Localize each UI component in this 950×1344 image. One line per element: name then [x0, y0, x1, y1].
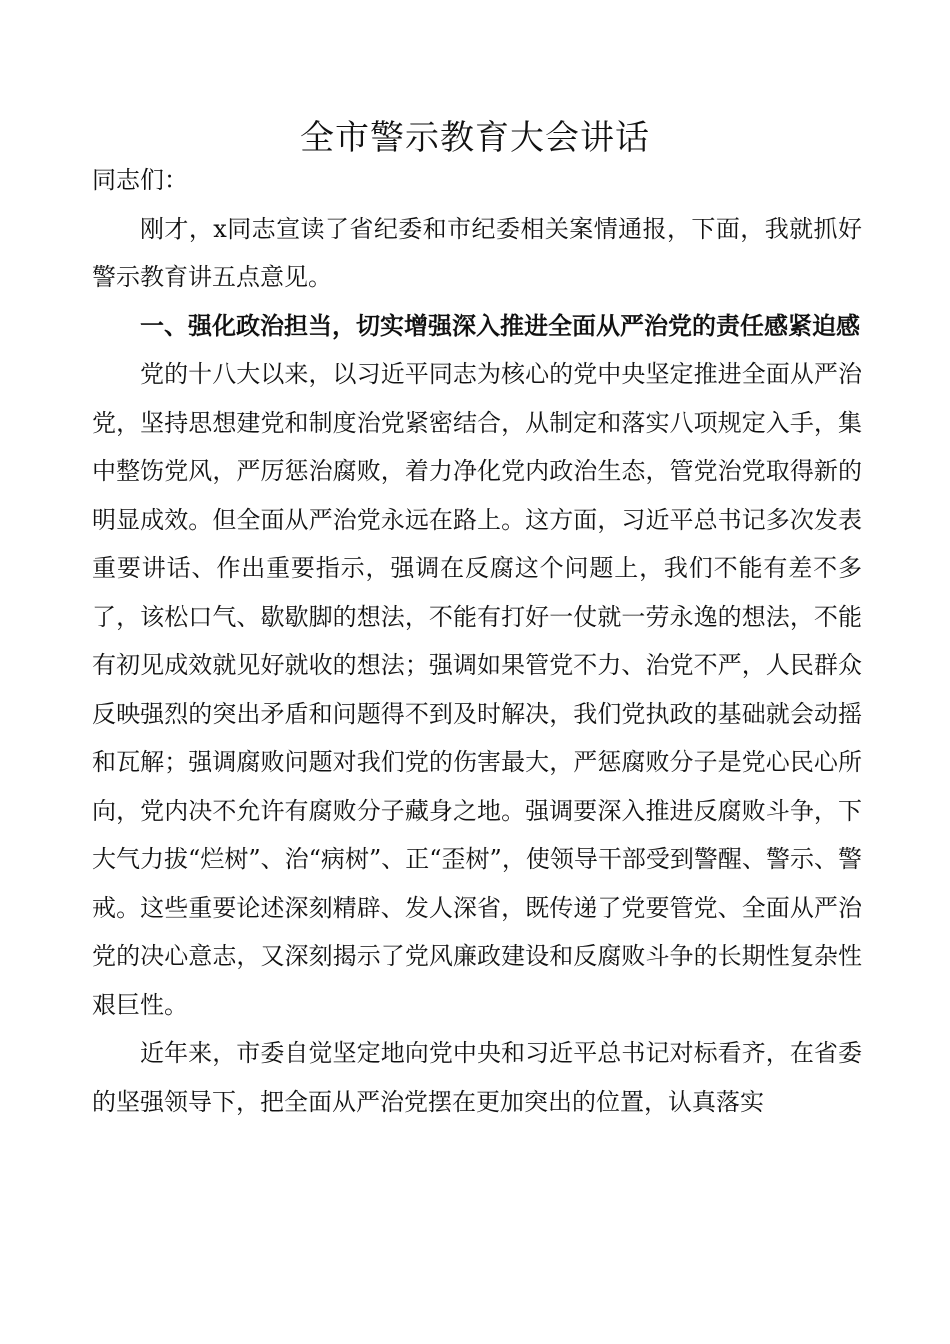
document-title: 全市警示教育大会讲话 [300, 118, 650, 158]
document-body [92, 156, 862, 1126]
section-1-paragraph-1: 党的十八大以来，以习近平同志为核心的党中央坚定推进全面从严治党，坚持思想建党和制度治党紧密结合，从制定和落实八项规定入手，集中整饬党风，严厉惩治腐败，着力净化党内政治生态，管党治党取得新的明显成效。但全面从严治党永远在路上。这方面，习近平总书记多次发表重要讲话、作出重要指示，强调在反腐这个问题上，我们不能有差不多了，该松口气、歇歇脚的想法，不能有打好一仗就一劳永逸的想法，不能有初见成效就见好就收的想法；强调如果管党不力、治党不严，人民群众反映强烈的突出矛盾和问题得不到及时解决，我们党执政的基础就会动摇和瓦解；强调腐败问题对我们党的伤害最大，严惩腐败分子是党心民心所向，党内决不允许有腐败分子藏身之地。强调要深入推进反腐败斗争，下大气力拔“烂树”、治“病树”、正“歪树”，使领导干部受到警醒、警示、警戒。这些重要论述深刻精辟、发人深省，既传递了党要管党、全面从严治党的决心意志，又深刻揭示了党风廉政建设和反腐败斗争的长期性复杂性艰巨性。 [92, 360, 862, 1019]
intro-paragraph: 刚才，x同志宣读了省纪委和市纪委相关案情通报，下面，我就抓好警示教育讲五点意见。 [92, 214, 862, 291]
salutation: 同志们： [92, 166, 188, 194]
section-heading-1: 一、强化政治担当，切实增强深入推进全面从严治党的责任感紧迫感 [140, 311, 860, 340]
section-1-paragraph-2: 近年来，市委自觉坚定地向党中央和习近平总书记对标看齐，在省委的坚强领导下，把全面从严治党摆在更加突出的位置，认真落实 [92, 1039, 862, 1116]
